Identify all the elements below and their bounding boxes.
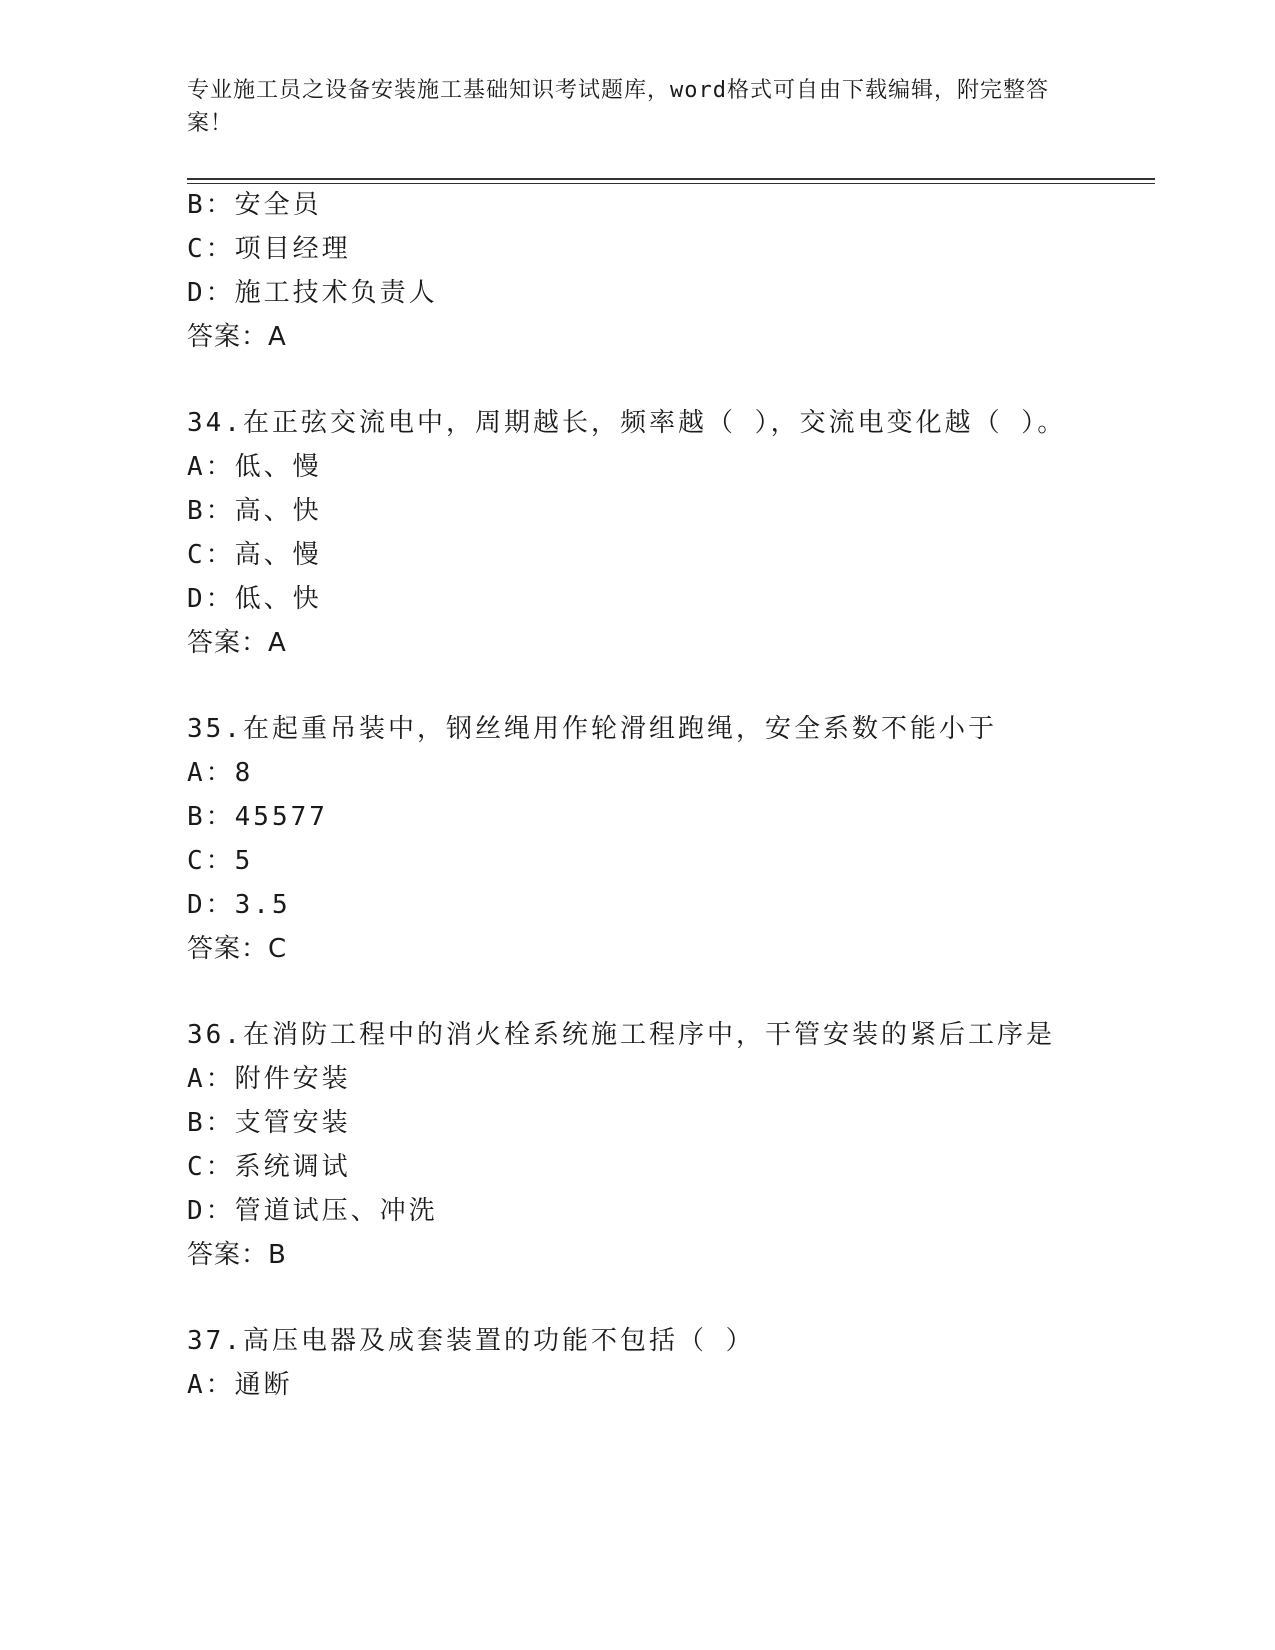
question-text: 35.在起重吊装中，钢丝绳用作轮滑组跑绳，安全系数不能小于 bbox=[187, 714, 997, 744]
header-divider bbox=[187, 178, 1155, 184]
option: A：8 bbox=[187, 758, 254, 788]
option: C：5 bbox=[187, 846, 254, 876]
question-text: 34.在正弦交流电中，周期越长，频率越（ ），交流电变化越（ ）。 bbox=[187, 408, 1067, 438]
answer: 答案：A bbox=[187, 322, 287, 352]
option: C：项目经理 bbox=[187, 234, 351, 264]
answer: 答案：B bbox=[187, 1240, 287, 1270]
option: B：支管安装 bbox=[187, 1108, 351, 1138]
option: A：附件安装 bbox=[187, 1064, 351, 1094]
question-text: 37.高压电器及成套装置的功能不包括（ ） bbox=[187, 1326, 755, 1356]
option: A：低、慢 bbox=[187, 452, 322, 482]
option: D：施工技术负责人 bbox=[187, 278, 438, 308]
answer: 答案：C bbox=[187, 934, 288, 964]
option: A：通断 bbox=[187, 1370, 293, 1400]
option: D：3.5 bbox=[187, 890, 291, 920]
question-text: 36.在消防工程中的消火栓系统施工程序中，干管安装的紧后工序是 bbox=[187, 1020, 1055, 1050]
document-header: 专业施工员之设备安装施工基础知识考试题库，word格式可自由下载编辑，附完整答案！ bbox=[187, 78, 1049, 136]
option: D：低、快 bbox=[187, 584, 322, 614]
option: C：系统调试 bbox=[187, 1152, 351, 1182]
option: D：管道试压、冲洗 bbox=[187, 1196, 438, 1226]
option: B：高、快 bbox=[187, 496, 322, 526]
answer: 答案：A bbox=[187, 628, 287, 658]
option: B：45577 bbox=[187, 802, 328, 832]
option: C：高、慢 bbox=[187, 540, 322, 570]
option: B：安全员 bbox=[187, 190, 322, 220]
